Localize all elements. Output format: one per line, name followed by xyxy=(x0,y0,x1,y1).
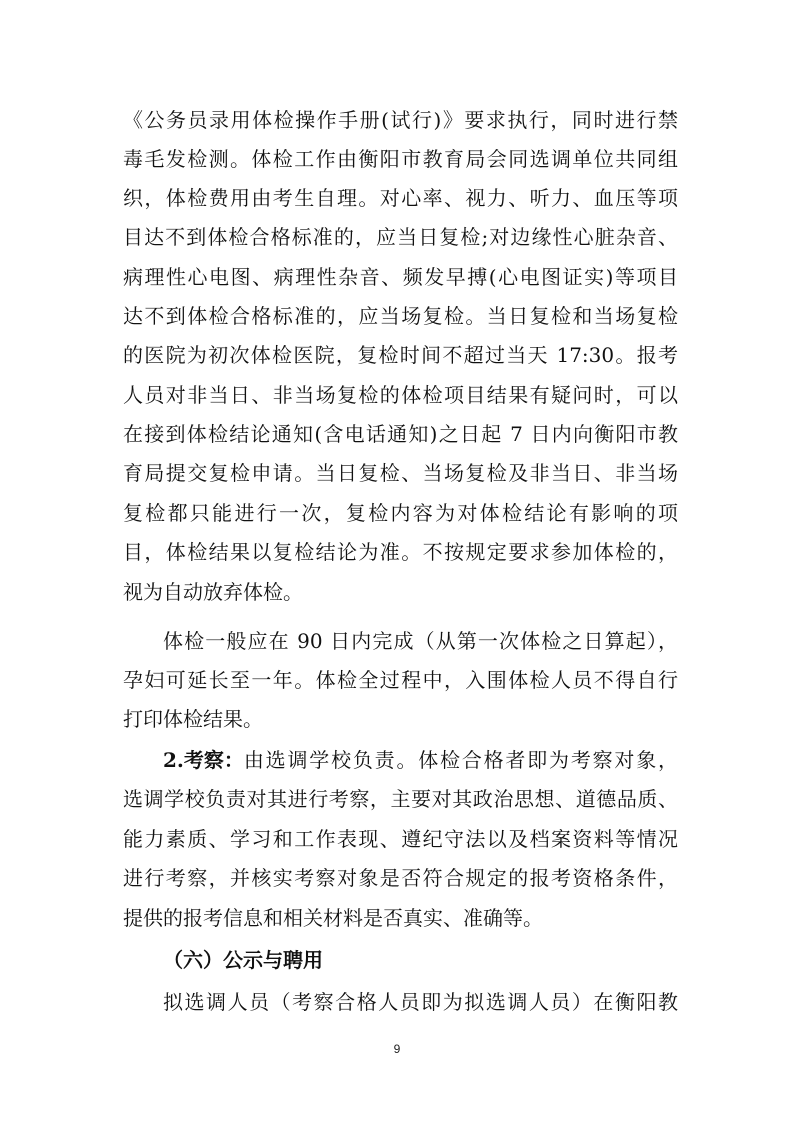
text-line: 提供的报考信息和相关材料是否真实、准确等。 xyxy=(123,906,543,930)
text-line: 目，体检结果以复检结论为准。不按规定要求参加体检的， xyxy=(123,540,678,564)
text-line: 育局提交复检申请。当日复检、当场复检及非当日、非当场 xyxy=(123,461,678,485)
text-line: 目达不到体检合格标准的，应当日复检;对边缘性心脏杂音、 xyxy=(123,225,678,249)
text-span: 由选调学校负责。体检合格者即为考察对象， xyxy=(243,748,678,772)
text-line: 进行考察，并核实考察对象是否符合规定的报考资格条件， xyxy=(123,866,678,890)
text-line: 视为自动放弃体检。 xyxy=(123,580,303,604)
text-line: 病理性心电图、病理性杂音、频发早搏(心电图证实)等项目 xyxy=(123,265,678,289)
text-line: 织，体检费用由考生自理。对心率、视力、听力、血压等项 xyxy=(123,186,678,210)
text-line: 的医院为初次体检医院，复检时间不超过当天 17:30。报考 xyxy=(123,343,678,367)
text-line: 毒毛发检测。体检工作由衡阳市教育局会同选调单位共同组 xyxy=(123,147,678,171)
text-line: 能力素质、学习和工作表现、遵纪守法以及档案资料等情况 xyxy=(123,827,678,851)
page-number: 9 xyxy=(393,1042,401,1056)
text-line: 孕妇可延长至一年。体检全过程中，入围体检人员不得自行 xyxy=(123,668,678,692)
text-line: 达不到体检合格标准的，应当场复检。当日复检和当场复检 xyxy=(123,304,678,328)
text-line xyxy=(163,748,678,772)
text-line: 在接到体检结论通知(含电话通知)之日起 7 日内向衡阳市教 xyxy=(123,422,678,446)
text-line: 拟选调人员（考察合格人员即为拟选调人员）在衡阳教 xyxy=(163,990,678,1014)
text-line: 体检一般应在 90 日内完成（从第一次体检之日算起）， xyxy=(163,629,678,653)
text-line: 复检都只能进行一次，复检内容为对体检结论有影响的项 xyxy=(123,501,678,525)
text-line: 《公务员录用体检操作手册(试行)》要求执行，同时进行禁 xyxy=(123,108,678,132)
text-line: 选调学校负责对其进行考察，主要对其政治思想、道德品质、 xyxy=(123,787,678,811)
text-line: 打印体检结果。 xyxy=(123,707,263,731)
section-heading: （六）公示与聘用 xyxy=(163,948,323,972)
text-line: 人员对非当日、非当场复检的体检项目结果有疑问时，可以 xyxy=(123,383,678,407)
section-lead: 2.考察： xyxy=(163,748,244,772)
